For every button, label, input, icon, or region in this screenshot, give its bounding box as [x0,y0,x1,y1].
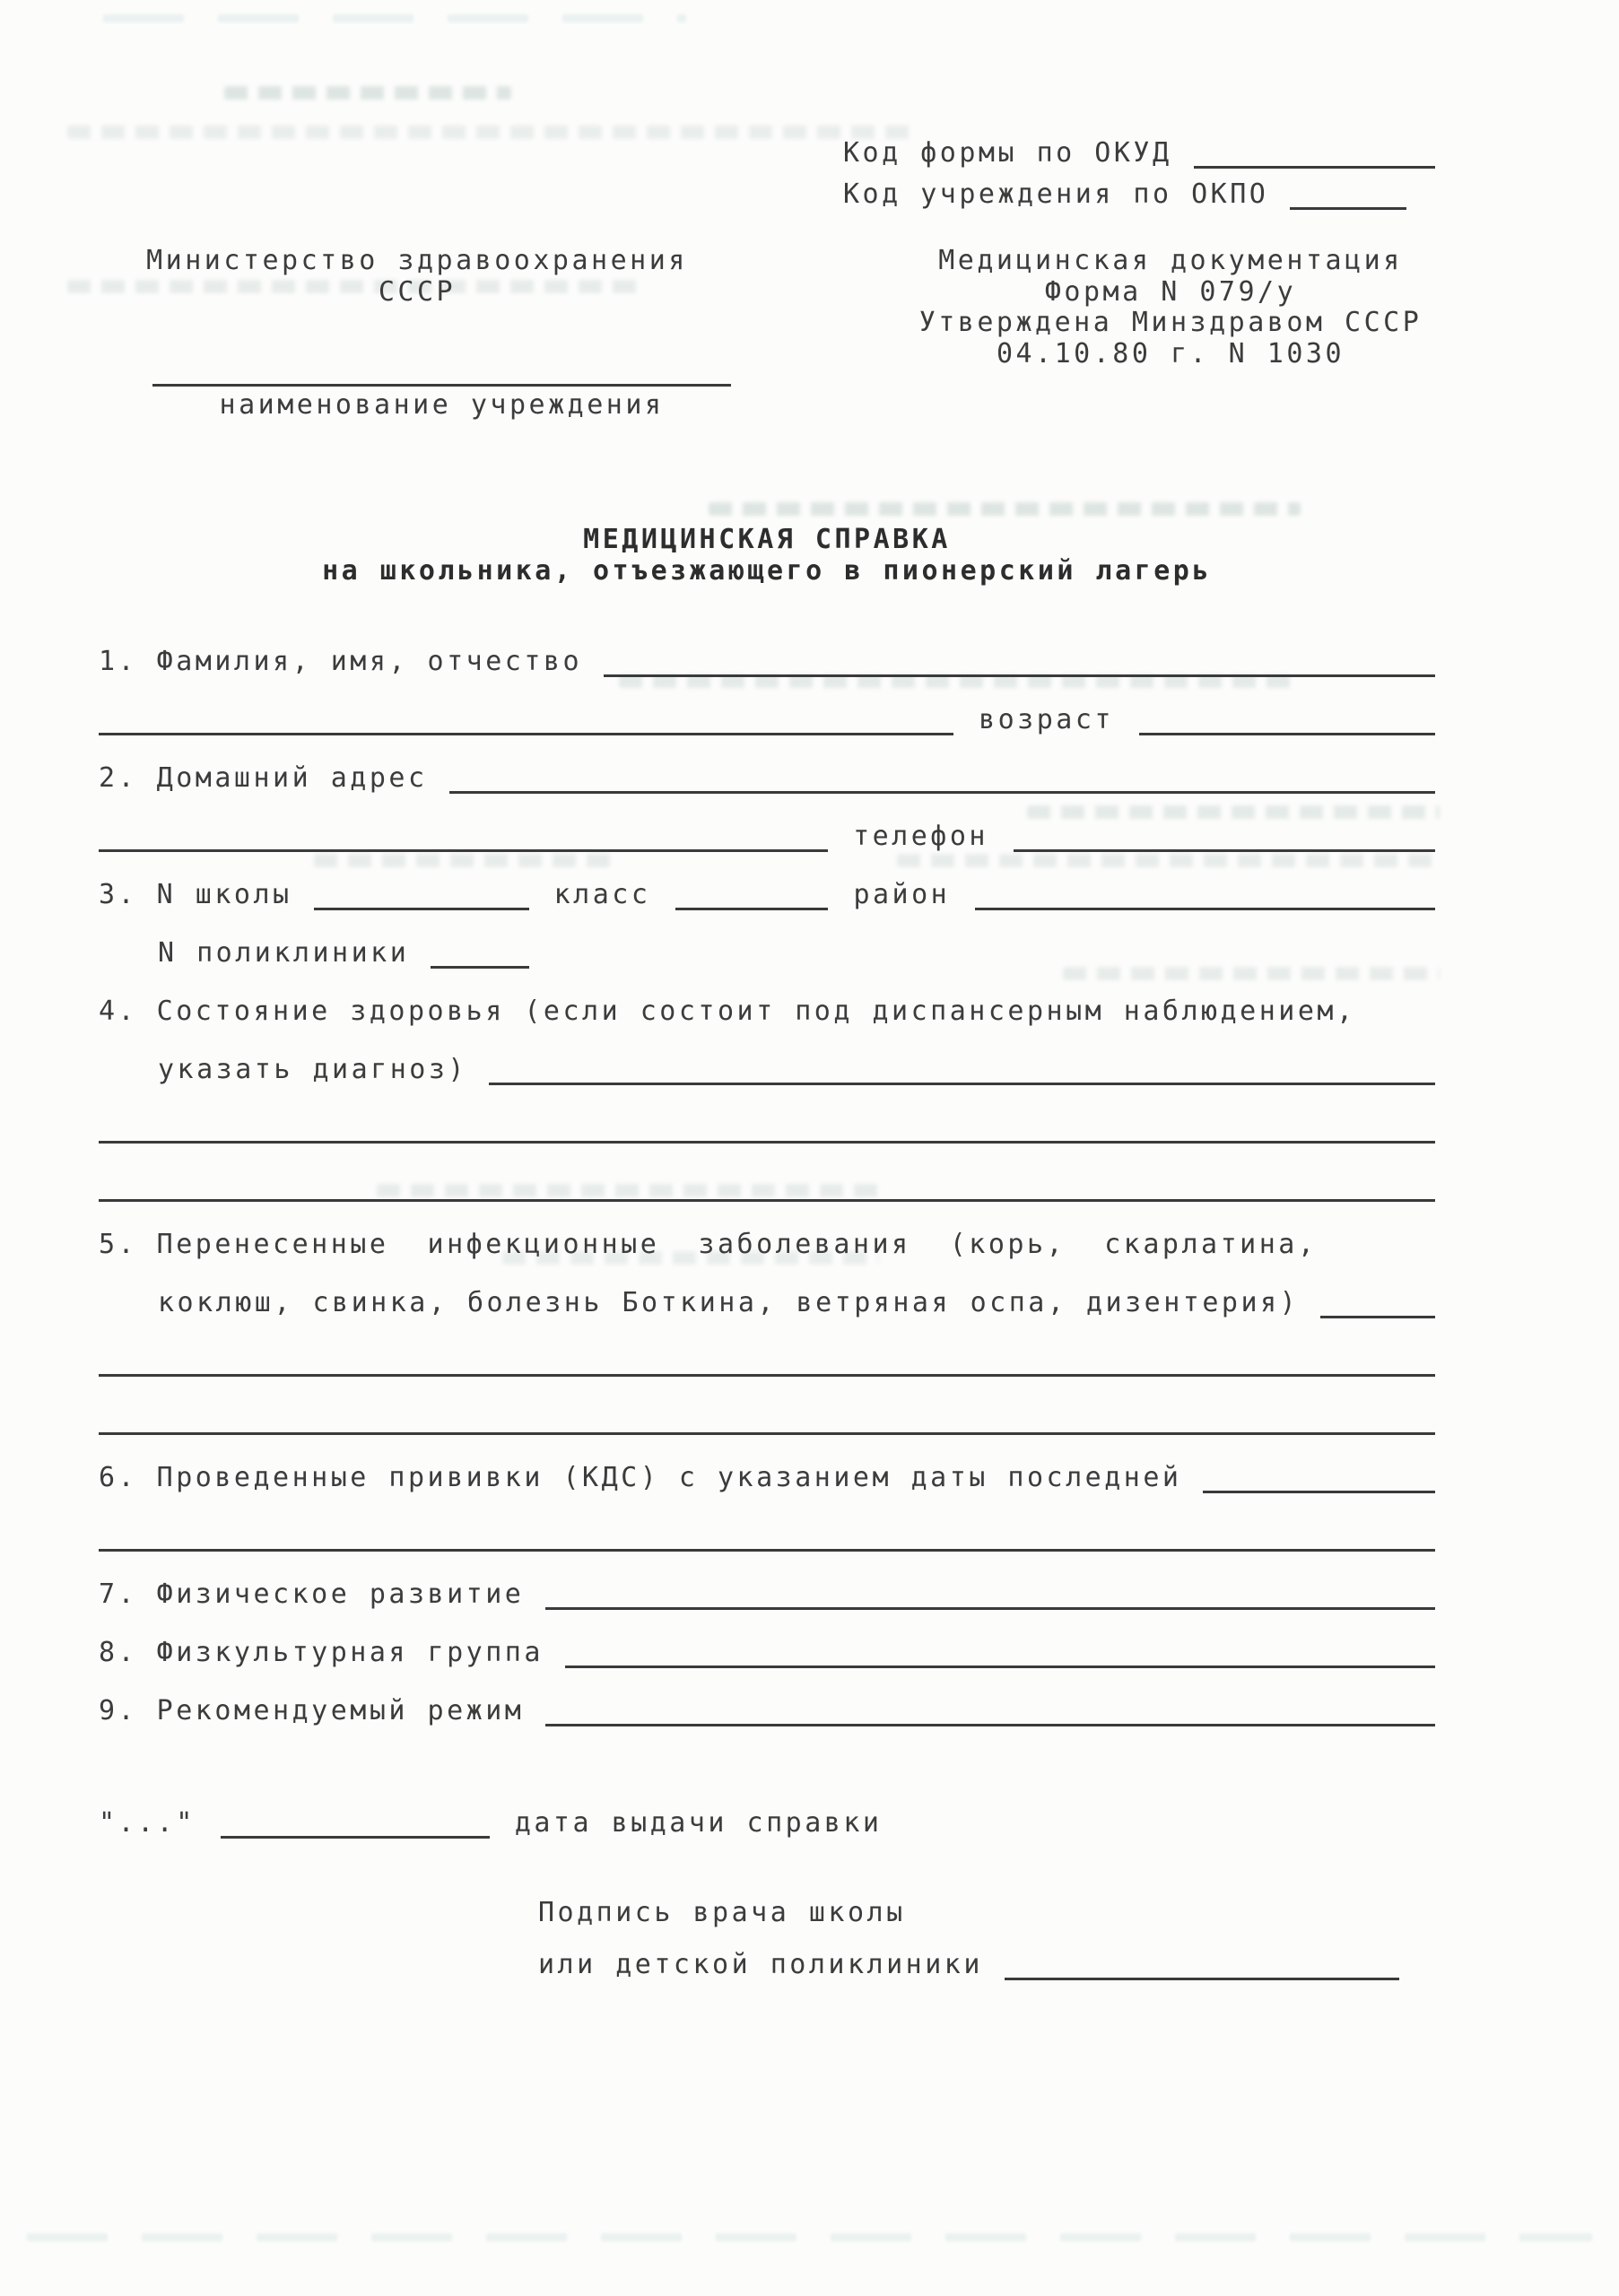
field-phone-line [99,794,1435,852]
address-blank [449,787,1435,794]
physical-development-label: 7. Физическое развитие [99,1578,525,1610]
infections-blank-stub [1320,1312,1435,1318]
ministry-line-1: Министерство здравоохранения [146,245,688,276]
field-name-line [99,619,1435,677]
age-blank [1139,729,1435,735]
signature-caption-line-2 [538,1928,1435,1980]
field-infections-line-2 [99,1260,1435,1318]
field-vaccinations-line [99,1435,1435,1493]
school-label: 3. N школы [99,878,292,910]
regimen-label: 9. Рекомендуемый режим [99,1694,525,1726]
infections-label-1: 5. Перенесенные инфекционные заболевания (корь, скарлатина, [99,1228,1318,1260]
regimen-blank [545,1720,1435,1726]
infections-blank-2 [99,1370,1435,1377]
okpo-label: Код учреждения по ОКПО [843,178,1269,210]
field-health-line-2 [99,1027,1435,1085]
field-infections-line-1 [99,1202,1435,1260]
name-label: 1. Фамилия, имя, отчество [99,645,583,677]
doc-info-line-3: Утверждена Минздравом СССР [918,307,1423,338]
institution-caption: наименование учреждения [219,389,665,421]
form-title-line-2: на школьника, отъезжающего в пионерский лагерь [322,554,1212,587]
form-title [99,525,1435,587]
doc-info-line-1: Медицинская документация [938,245,1403,276]
blank-writing-line [99,1085,1435,1144]
infections-blank-3 [99,1429,1435,1435]
health-blank-2 [99,1137,1435,1144]
field-regimen-line [99,1668,1435,1726]
field-health-line-1 [99,969,1435,1027]
vaccinations-blank [1203,1487,1435,1493]
health-label-1: 4. Состояние здоровья (если состоит под диспансерным наблюдением, [99,995,1356,1027]
health-label-2: указать диагноз) [158,1053,467,1085]
okud-code-line [843,127,1435,169]
pe-group-blank [565,1662,1435,1668]
phone-label: телефон [853,820,988,852]
clinic-blank [431,962,529,969]
signature-label-1: Подпись врача школы [538,1896,906,1928]
okpo-blank [1290,204,1406,210]
scan-artifact [27,2233,1592,2241]
blank-writing-line [99,1377,1435,1435]
signature-block [538,1876,1435,1980]
okud-label: Код формы по ОКУД [843,136,1172,169]
issue-date-blank [221,1832,490,1839]
class-blank [675,904,828,910]
form-codes-block [843,127,1435,210]
form-header [99,246,1435,424]
vaccinations-label: 6. Проведенные прививки (КДС) с указанием даты последней [99,1461,1182,1493]
okud-blank [1194,162,1435,169]
health-blank-3 [99,1196,1435,1202]
phone-blank [1014,846,1435,852]
infections-label-2: коклюш, свинка, болезнь Боткина, ветряная оспа, дизентерия) [158,1286,1300,1318]
school-blank [314,904,529,910]
doc-info-block [906,246,1435,424]
pe-group-label: 8. Физкультурная группа [99,1636,544,1668]
issue-date-caption: дата выдачи справки [514,1806,883,1839]
field-address-line [99,735,1435,794]
field-age-line [99,677,1435,735]
form-fields [99,619,1435,1726]
issue-date-line [99,1780,1435,1839]
vaccinations-blank-2 [99,1545,1435,1552]
form-title-line-1: МЕДИЦИНСКАЯ СПРАВКА [583,524,951,555]
ministry-line-2: СССР [378,275,457,308]
signature-label-2: или детской поликлиники [538,1948,983,1980]
institution-name-blank [152,357,731,387]
field-clinic-line [99,910,1435,969]
quote-marks: "..." [99,1806,196,1839]
physical-development-blank [545,1604,1435,1610]
diagnosis-blank [489,1079,1435,1085]
class-label: класс [553,878,651,910]
field-pe-group-line [99,1610,1435,1668]
blank-writing-line [99,1318,1435,1377]
clinic-label: N поликлиники [158,936,410,969]
name-blank [604,671,1435,677]
blank-writing-line [99,1493,1435,1552]
name-blank-2 [99,729,953,735]
ministry-block [99,246,736,424]
blank-writing-line [99,1144,1435,1202]
doc-info-line-2: Форма N 079/у [1044,275,1297,308]
district-label: район [853,878,951,910]
age-label: возраст [979,703,1114,735]
okpo-code-line [843,169,1435,210]
field-school-line [99,852,1435,910]
district-blank [975,904,1435,910]
signature-caption-line-1 [538,1876,1435,1928]
field-physical-development-line [99,1552,1435,1610]
signature-blank [1005,1974,1399,1980]
address-blank-2 [99,846,828,852]
address-label: 2. Домашний адрес [99,761,428,794]
doc-info-line-4: 04.10.80 г. N 1030 [996,337,1345,370]
